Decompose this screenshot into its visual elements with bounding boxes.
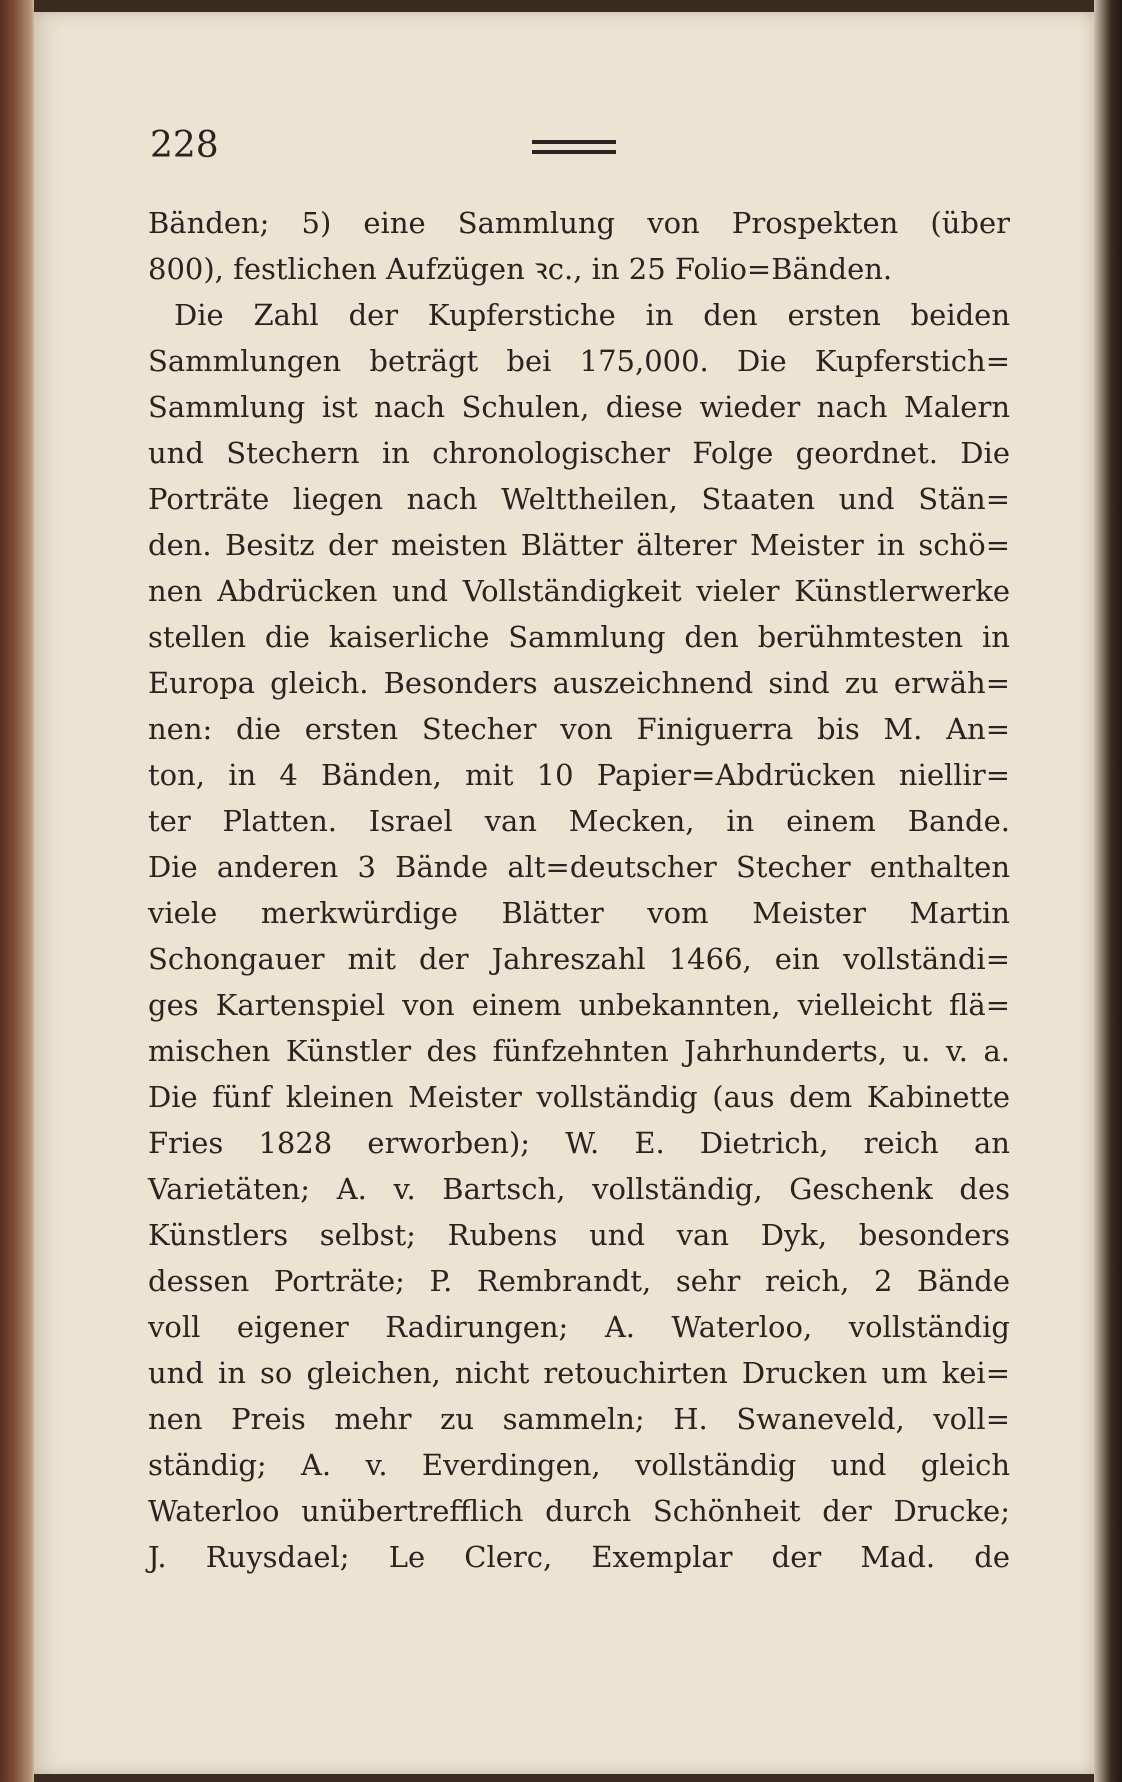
text-line-1: Bänden; 5) eine Sammlung von Prospekten (über — [148, 206, 1010, 240]
text-line-16: viele merkwürdige Blätter vom Meister Martin — [148, 896, 1010, 930]
text-line-21: Fries 1828 erworben); W. E. Dietrich, reich an — [148, 1126, 1010, 1160]
text-line-24: dessen Porträte; P. Rembrandt, sehr reich, 2 Bände — [148, 1264, 1010, 1298]
text-line-22: Varietäten; A. v. Bartsch, vollständig, Geschenk des — [148, 1172, 1010, 1206]
text-line-26: und in so gleichen, nicht retouchirten Drucken um kei= — [148, 1356, 1010, 1390]
text-line-6: und Stechern in chronologischer Folge geordnet. Die — [148, 436, 1010, 470]
text-line-28: ständig; A. v. Everdingen, vollständig und gleich — [148, 1448, 1010, 1482]
text-line-14: ter Platten. Israel van Mecken, in einem Bande. — [148, 804, 1010, 838]
text-line-25: voll eigener Radirungen; A. Waterloo, vollständig — [148, 1310, 1010, 1344]
text-line-10: stellen die kaiserliche Sammlung den berühmtesten in — [148, 620, 1010, 654]
header-rule-top — [532, 140, 616, 144]
text-line-13: ton, in 4 Bänden, mit 10 Papier=Abdrücken niellir= — [148, 758, 1010, 792]
text-line-15: Die anderen 3 Bände alt=deutscher Stecher enthalten — [148, 850, 1010, 884]
text-line-29: Waterloo unübertrefflich durch Schönheit der Drucke; — [148, 1494, 1010, 1528]
text-line-5: Sammlung ist nach Schulen, diese wieder nach Malern — [148, 390, 1010, 424]
page-header — [150, 125, 1010, 175]
page-right-edge — [1094, 0, 1122, 1782]
text-line-18: ges Kartenspiel von einem unbekannten, vielleicht flä= — [148, 988, 1010, 1022]
header-rule-bottom — [532, 150, 616, 154]
text-line-3: Die Zahl der Kupferstiche in den ersten beiden — [174, 298, 1010, 332]
text-line-17: Schongauer mit der Jahreszahl 1466, ein vollständi= — [148, 942, 1010, 976]
text-line-23: Künstlers selbst; Rubens und van Dyk, besonders — [148, 1218, 1010, 1252]
text-line-2: 800), festlichen Aufzügen ꝛc., in 25 Folio=Bänden. — [148, 252, 893, 286]
text-line-12: nen: die ersten Stecher von Finiguerra bis M. An= — [148, 712, 1010, 746]
text-line-7: Porträte liegen nach Welttheilen, Staaten und Stän= — [148, 482, 1010, 516]
body-text — [148, 200, 1010, 1580]
book-binding-edge — [0, 0, 34, 1782]
text-line-4: Sammlungen beträgt bei 175,000. Die Kupferstich= — [148, 344, 1010, 378]
text-line-8: den. Besitz der meisten Blätter älterer Meister in schö= — [148, 528, 1010, 562]
text-line-30: J. Ruysdael; Le Clerc, Exemplar der Mad. de — [148, 1540, 1010, 1574]
text-line-27: nen Preis mehr zu sammeln; H. Swaneveld, voll= — [148, 1402, 1010, 1436]
text-line-11: Europa gleich. Besonders auszeichnend sind zu erwäh= — [148, 666, 1010, 700]
text-line-20: Die fünf kleinen Meister vollständig (aus dem Kabinette — [148, 1080, 1010, 1114]
text-line-19: mischen Künstler des fünfzehnten Jahrhunderts, u. v. a. — [148, 1034, 1010, 1068]
page-number: 228 — [150, 125, 219, 166]
text-line-9: nen Abdrücken und Vollständigkeit vieler Künstlerwerke — [148, 574, 1010, 608]
